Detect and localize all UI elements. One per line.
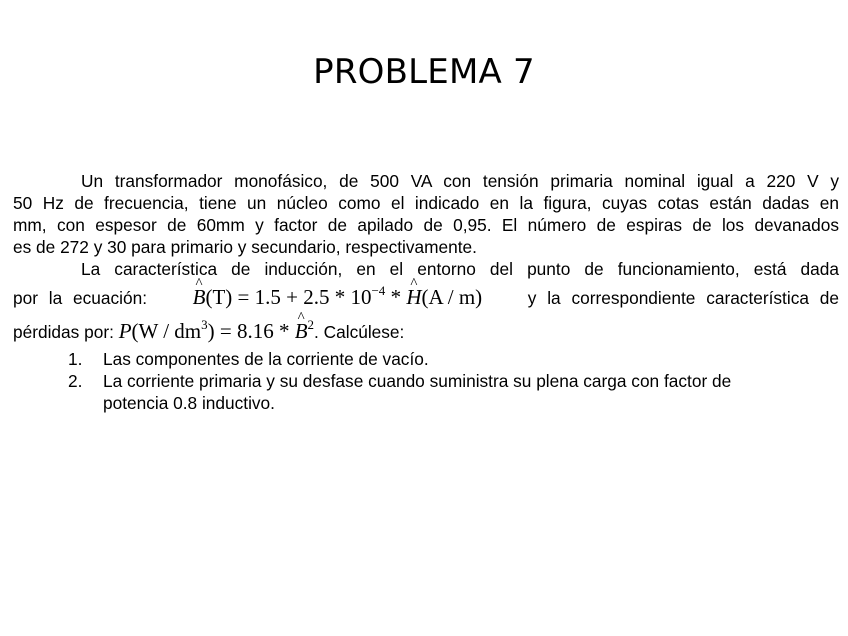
equation-line-induction <box>13 280 839 314</box>
text-line: 50 Hz de frecuencia, tiene un núcleo como el indicado en la figura, cuyas cotas están dadas en <box>13 193 839 213</box>
item-text-continued: potencia 0.8 inductivo. <box>103 393 275 413</box>
problem-statement <box>13 170 839 414</box>
induction-equation <box>193 280 483 314</box>
eq-close: ) <box>207 319 215 343</box>
eq-arg: (W / dm <box>131 319 202 343</box>
text-fragment: y la correspondiente característica de <box>527 288 839 308</box>
item-number: 2. <box>68 371 83 391</box>
h-hat-symbol: ^ H <box>406 280 421 314</box>
text-line: es de 272 y 30 para primario y secundario, respectivamente. <box>13 237 477 257</box>
eq-exponent: −4 <box>371 283 386 298</box>
text-line: La característica de inducción, en el entorno del punto de funcionamiento, está dada <box>81 259 839 279</box>
text-fragment: pérdidas por: <box>13 322 114 342</box>
problem-title: PROBLEMA 7 <box>313 52 535 92</box>
eq-times: * <box>385 285 407 309</box>
item-text: Las componentes de la corriente de vacío. <box>103 349 429 369</box>
item-text: La corriente primaria y su desfase cuando suministra su plena carga con factor de <box>103 371 732 391</box>
item-number: 1. <box>68 349 83 369</box>
eq-body: = 8.16 * <box>214 319 295 343</box>
question-list <box>13 348 839 414</box>
b-hat-symbol: ^ B <box>295 314 308 348</box>
list-item <box>13 370 839 414</box>
eq-arg: (T) <box>205 285 233 309</box>
eq-body: = 1.5 + 2.5 * 10 <box>237 285 372 309</box>
paragraph-description <box>13 170 839 258</box>
equation-line-losses <box>13 314 839 348</box>
eq-exponent: 3 <box>201 317 208 332</box>
text-fragment: . Calcúlese: <box>314 322 405 342</box>
eq-exponent: 2 <box>307 317 315 332</box>
paragraph-induction <box>13 258 839 348</box>
text-line: Un transformador monofásico, de 500 VA con tensión primaria nominal igual a 220 V y <box>81 171 839 191</box>
text-fragment: por la ecuación: <box>13 288 148 308</box>
losses-equation <box>119 319 314 343</box>
list-item <box>13 348 839 370</box>
text-line: mm, con espesor de 60mm y factor de apilado de 0,95. El número de espiras de los devanados <box>13 215 839 235</box>
p-symbol: P <box>118 319 132 343</box>
b-hat-symbol: ^ B <box>193 280 206 314</box>
eq-arg: (A / m) <box>421 285 483 309</box>
